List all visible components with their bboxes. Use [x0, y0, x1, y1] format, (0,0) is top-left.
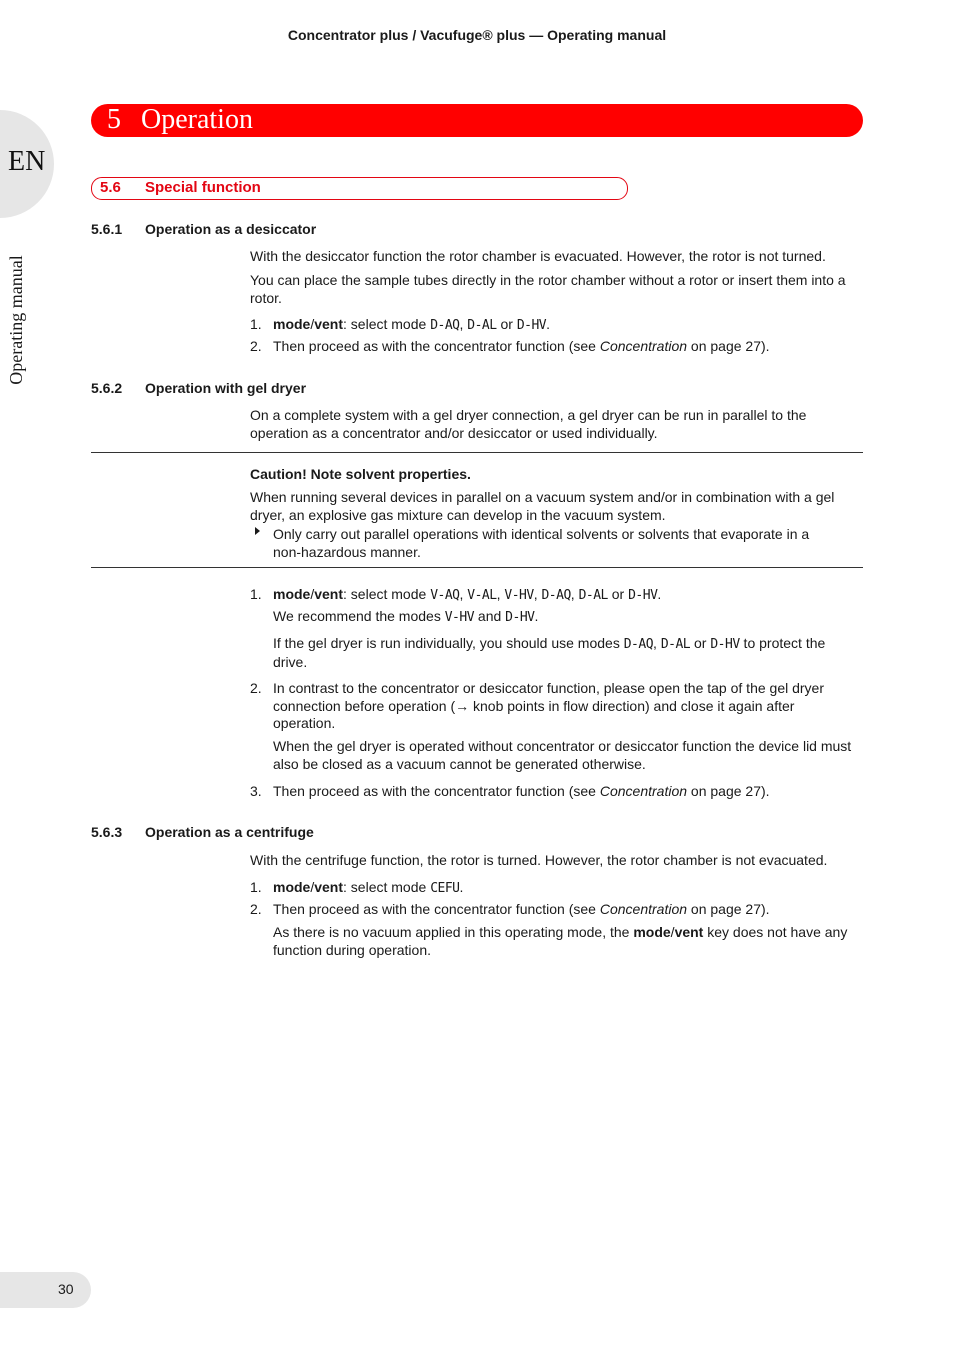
mode-code: V-HV — [504, 588, 534, 603]
step-phrase: on page 27). — [687, 338, 770, 354]
subsection-number: 5.6.1 — [91, 221, 123, 237]
mode-code: D-AQ — [430, 318, 460, 333]
chapter-heading — [91, 104, 863, 137]
step-number: 1. — [250, 316, 262, 332]
separator: . — [657, 586, 662, 602]
cross-reference: Concentration — [599, 338, 688, 354]
mode-code: V-AL — [467, 588, 497, 603]
subsection-number: 5.6.3 — [91, 824, 123, 840]
mode-code: D-HV — [628, 588, 658, 603]
triangle-right-icon — [255, 527, 260, 535]
step-phrase: If the gel dryer is run individually, you should use modes — [273, 635, 624, 651]
step-phrase: As there is no vacuum applied in this operating mode, the — [273, 924, 634, 940]
separator: , — [496, 586, 505, 602]
step-text — [273, 783, 863, 801]
caution-bottom-rule — [91, 567, 863, 568]
step-phrase: We recommend the modes — [273, 608, 445, 624]
separator: , — [653, 635, 661, 651]
step-text — [273, 586, 863, 605]
step-note — [273, 924, 863, 959]
paragraph-line: Only carry out parallel operations with identical solvents or solvents that evaporate in a — [273, 526, 810, 542]
paragraph-line: function during operation. — [273, 941, 431, 958]
side-label-text: Operating manual — [6, 255, 26, 385]
paragraph-line: dryer, an explosive gas mixture can develop in the vacuum system. — [250, 506, 666, 523]
step-text — [273, 316, 863, 335]
paragraph-line: connection before operation (→ knob points in flow direction) and close it again after — [273, 697, 795, 714]
paragraph-line — [273, 635, 863, 654]
step-number: 2. — [250, 680, 262, 696]
paragraph-line: operation as a concentrator and/or desiccator or used individually. — [250, 424, 658, 441]
paragraph-line: non-hazardous manner. — [273, 543, 421, 560]
separator: / — [310, 879, 315, 895]
section-title: Special function — [145, 179, 261, 196]
page-number: 30 — [58, 1281, 74, 1297]
step-note — [273, 635, 863, 671]
caution-text — [250, 489, 863, 524]
page-number-tab — [0, 1272, 91, 1308]
step-number: 2. — [250, 901, 262, 917]
paragraph-line — [273, 924, 863, 942]
paragraph — [250, 407, 863, 442]
separator: , — [570, 586, 579, 602]
paragraph-line: On a complete system with a gel dryer connection, a gel dryer can be run in parallel to the — [250, 407, 807, 423]
caution-top-rule — [91, 452, 863, 453]
step-text — [273, 680, 863, 733]
caution-instruction — [273, 526, 863, 561]
step-phrase: Then proceed as with the concentrator function (see — [273, 783, 600, 799]
mode-code: D-AQ — [541, 588, 571, 603]
paragraph: With the centrifuge function, the rotor is turned. However, the rotor chamber is not evacuated. — [250, 852, 828, 868]
step-text — [273, 901, 863, 919]
step-phrase: key does not have any — [703, 924, 848, 940]
separator: / — [310, 586, 315, 602]
mode-code: V-HV — [444, 610, 475, 625]
key-label: mode — [633, 924, 671, 940]
key-label: mode — [273, 879, 311, 895]
subsection-title: Operation as a centrifuge — [145, 824, 314, 840]
section-number: 5.6 — [100, 179, 121, 196]
mode-code: D-AQ — [623, 637, 654, 652]
cross-reference: Concentration — [599, 783, 688, 799]
mode-code: V-AQ — [430, 588, 460, 603]
mode-code: D-AL — [660, 637, 691, 652]
step-number: 3. — [250, 783, 262, 799]
key-label: vent — [314, 586, 344, 602]
paragraph: With the desiccator function the rotor chamber is evacuated. However, the rotor is not turned. — [250, 248, 826, 264]
separator: . — [534, 608, 539, 624]
step-note — [273, 608, 863, 627]
separator: and — [474, 608, 506, 624]
subsection-number: 5.6.2 — [91, 380, 123, 396]
step-phrase: to protect the — [739, 635, 826, 651]
separator: . — [459, 879, 464, 895]
paragraph-line: drive. — [273, 653, 308, 670]
step-number: 2. — [250, 338, 262, 354]
step-phrase: on page 27). — [687, 783, 770, 799]
separator: or — [496, 316, 517, 332]
separator: or — [690, 635, 711, 651]
step-phrase: Then proceed as with the concentrator function (see — [273, 901, 600, 917]
paragraph-line: When running several devices in parallel on a vacuum system and/or in combination with a gel — [250, 489, 835, 505]
section-heading — [91, 177, 628, 200]
paragraph-line: also be closed as a vacuum cannot be generated otherwise. — [273, 755, 646, 772]
separator: / — [310, 316, 315, 332]
step-phrase: : select mode — [343, 316, 431, 332]
running-header: Concentrator plus / Vacufuge® plus — Operating manual — [287, 27, 667, 43]
step-phrase: on page 27). — [687, 901, 770, 917]
paragraph-line: In contrast to the concentrator or desiccator function, please open the tap of the gel dryer — [273, 680, 824, 696]
separator: , — [459, 586, 468, 602]
step-phrase: : select mode — [343, 879, 431, 895]
separator: , — [459, 316, 468, 332]
side-label — [6, 245, 26, 395]
chapter-number: 5 — [107, 104, 121, 135]
mode-code: D-AL — [467, 318, 497, 333]
step-note — [273, 738, 863, 773]
chapter-title: Operation — [141, 104, 253, 135]
paragraph-line: rotor. — [250, 289, 282, 306]
caution-title: Caution! Note solvent properties. — [250, 466, 471, 482]
subsection-title: Operation with gel dryer — [145, 380, 307, 396]
separator: or — [607, 586, 629, 602]
step-phrase: Then proceed as with the concentrator function (see — [273, 338, 600, 354]
mode-code: D-AL — [578, 588, 608, 603]
cross-reference: Concentration — [599, 901, 688, 917]
step-phrase: : select mode — [343, 586, 431, 602]
separator: / — [670, 924, 675, 940]
mode-code: D-HV — [710, 637, 740, 652]
step-number: 1. — [250, 586, 262, 602]
key-label: vent — [674, 924, 704, 940]
key-label: vent — [314, 879, 344, 895]
paragraph-line: When the gel dryer is operated without concentrator or desiccator function the device lid must — [273, 738, 852, 754]
paragraph-line: You can place the sample tubes directly in the rotor chamber without a rotor or insert them into a — [250, 272, 846, 288]
key-label: mode — [273, 316, 311, 332]
separator: . — [546, 316, 551, 332]
step-text — [273, 338, 863, 356]
mode-code: D-HV — [516, 318, 547, 333]
key-label: mode — [273, 586, 311, 602]
separator: , — [533, 586, 542, 602]
key-label: vent — [314, 316, 344, 332]
subsection-title: Operation as a desiccator — [145, 221, 317, 237]
mode-code: CEFU — [430, 881, 460, 896]
paragraph-line: operation. — [273, 715, 336, 731]
step-number: 1. — [250, 879, 262, 895]
paragraph — [250, 272, 863, 307]
language-label: EN — [8, 146, 46, 177]
step-text — [273, 879, 863, 898]
mode-code: D-HV — [505, 610, 535, 625]
